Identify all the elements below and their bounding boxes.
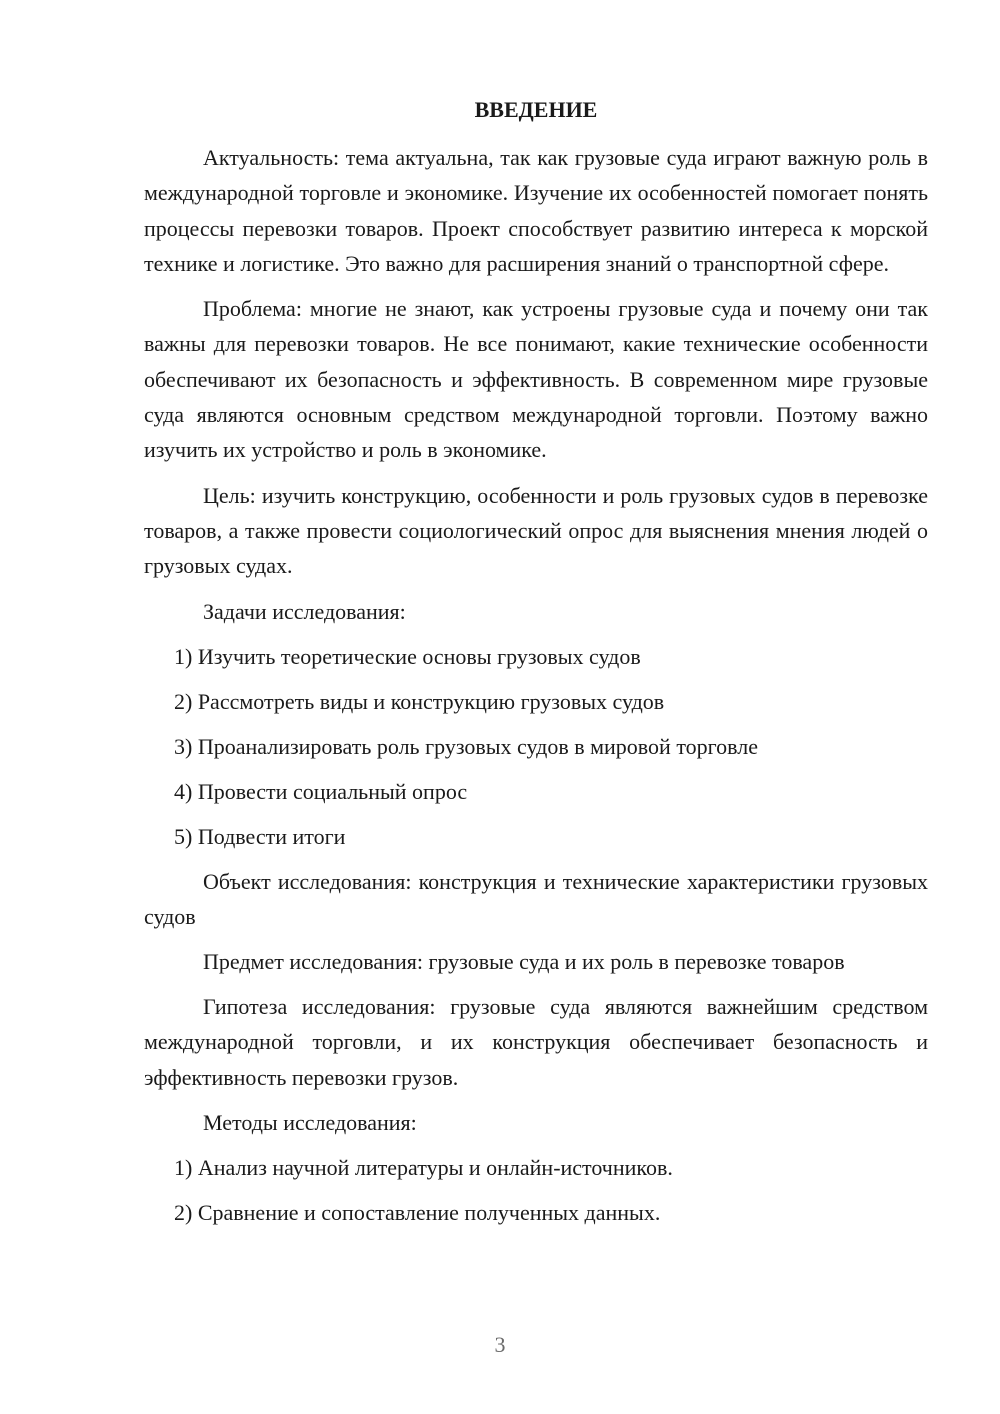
subject-paragraph: Предмет исследования: грузовые суда и их роль в перевозке товаров — [203, 949, 845, 975]
problem-paragraph: Проблема: многие не знают, как устроены грузовые суда и почему они так важны для перевозки товаров. Не все понимают, какие технические особенности обеспечивают их безопасность и эффективность. В современном мире грузовые суда являются основным средством международной торговли. Поэтому важно изучить их устройство и роль в экономике. — [144, 296, 928, 463]
hypothesis-paragraph: Гипотеза исследования: грузовые суда являются важнейшим средством международной торговли, и их конструкция обеспечивает безопасность и эффективность перевозки грузов. — [144, 994, 928, 1090]
relevance-paragraph: Актуальность: тема актуальна, так как грузовые суда играют важную роль в международной торговле и экономике. Изучение их особенностей помогает понять процессы перевозки товаров. Проект способствует развитию интереса к морской технике и логистике. Это важно для расширения знаний о транспортной сфере. — [144, 145, 928, 276]
list-item: 2) Сравнение и сопоставление полученных данных. — [174, 1200, 661, 1226]
goal-paragraph: Цель: изучить конструкцию, особенности и роль грузовых судов в перевозке товаров, а также провести социологический опрос для выяснения мнения людей о грузовых судах. — [144, 482, 928, 579]
tasks-heading: Задачи исследования: — [203, 598, 406, 624]
methods-heading: Методы исследования: — [203, 1110, 417, 1136]
section-title: ВВЕДЕНИЕ — [474, 97, 598, 122]
document-page — [144, 96, 928, 1240]
methods-list — [144, 1150, 928, 1230]
object-paragraph: Объект исследования: конструкция и технические характеристики грузовых судов — [144, 868, 928, 929]
list-item: 4) Провести социальный опрос — [174, 778, 468, 804]
list-item: 1) Изучить теоретические основы грузовых судов — [174, 643, 641, 669]
list-item: 2) Рассмотреть виды и конструкцию грузовых судов — [174, 688, 665, 714]
page-number: 3 — [494, 1332, 506, 1357]
list-item: 5) Подвести итоги — [174, 823, 346, 849]
tasks-list — [144, 639, 928, 854]
list-item: 1) Анализ научной литературы и онлайн-источников. — [174, 1155, 673, 1181]
list-item: 3) Проанализировать роль грузовых судов в мировой торговле — [174, 733, 758, 759]
